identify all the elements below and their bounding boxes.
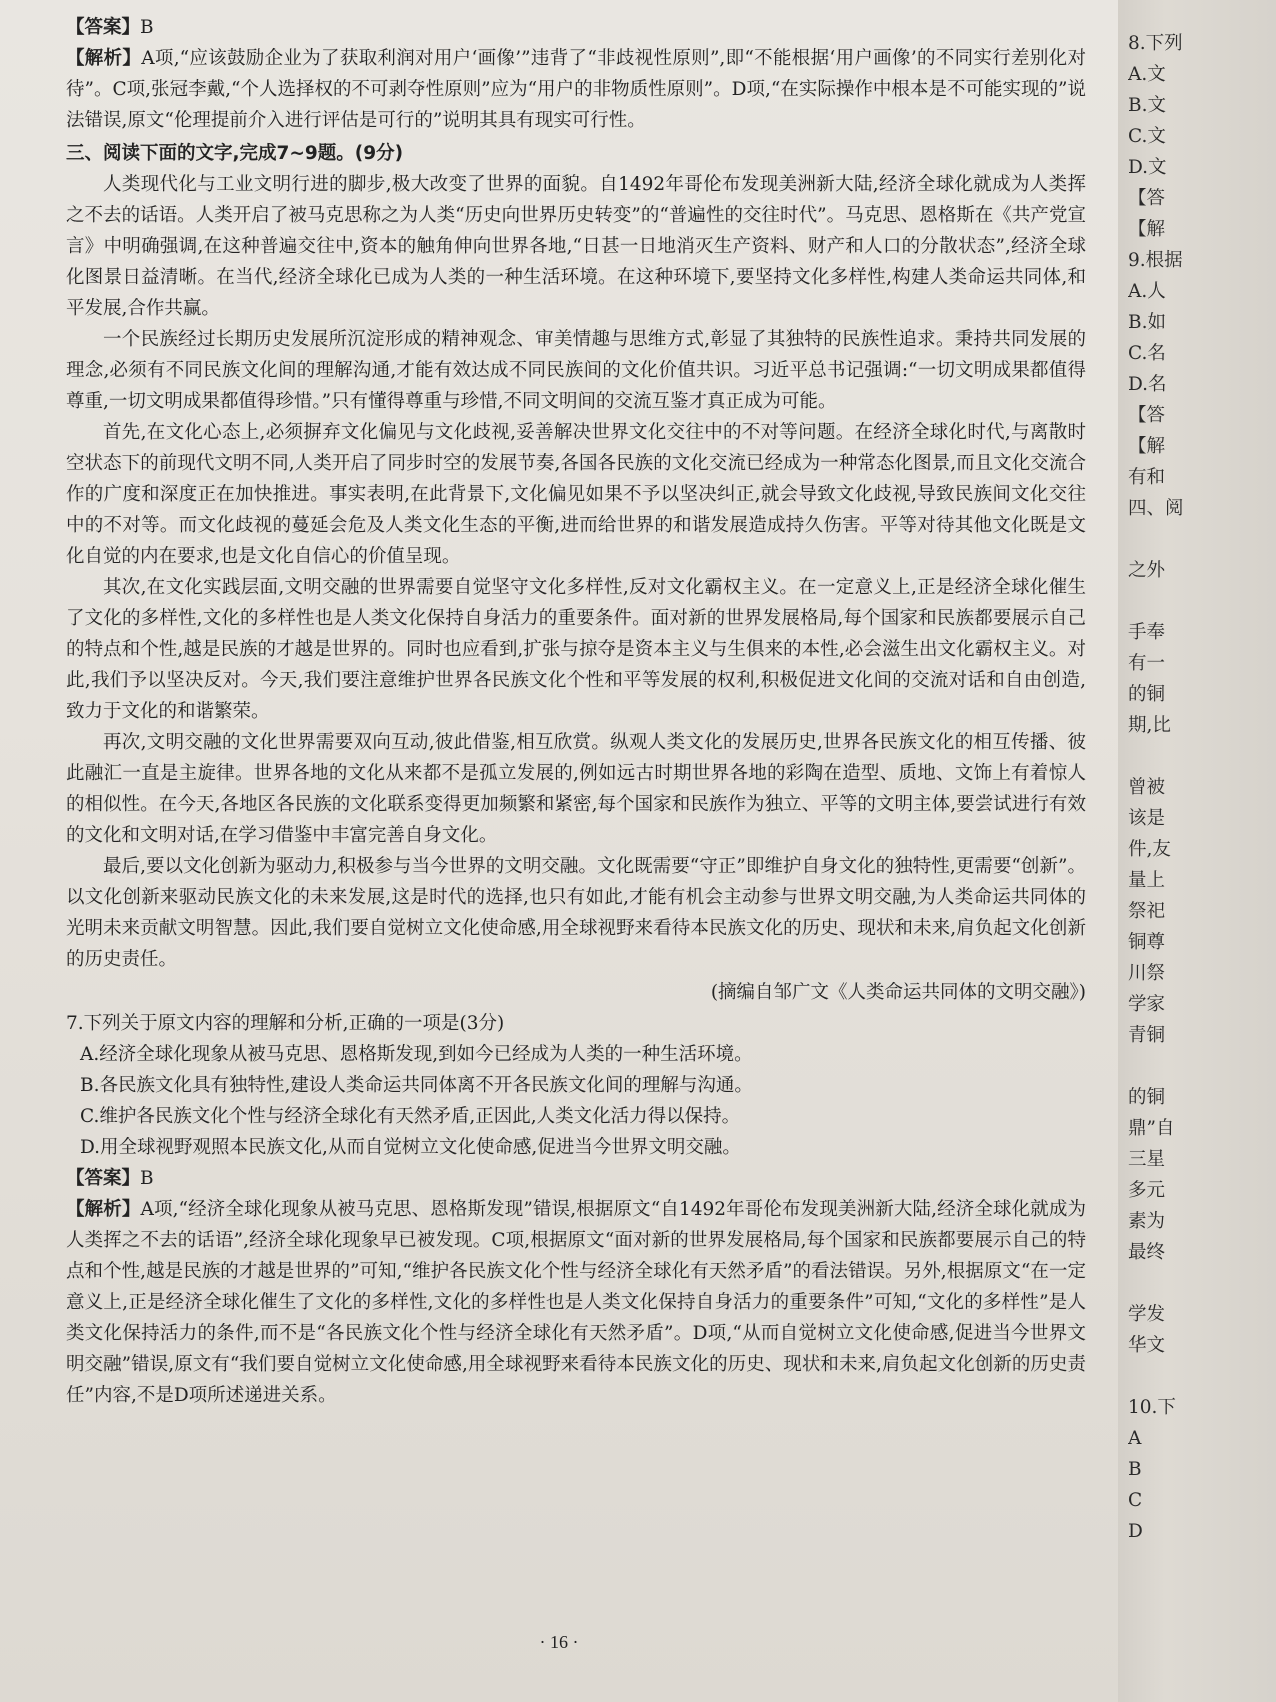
next-page-fragment — [1128, 1268, 1276, 1299]
next-page-fragment: 【答 — [1128, 405, 1166, 426]
next-page-fragment: 的铜 — [1128, 1087, 1166, 1108]
page-content — [66, 12, 1086, 1411]
answer-value: B — [140, 1168, 154, 1189]
next-page-fragment: 【答 — [1128, 188, 1166, 209]
next-page-fragment: 最终 — [1128, 1242, 1166, 1263]
option-a: A.经济全球化现象从被马克思、恩格斯发现,到如今已经成为人类的一种生活环境。 — [80, 1044, 753, 1065]
passage-paragraph: 最后,要以文化创新为驱动力,积极参与当今世界的文明交融。文化既需要“守正”即维护自身文化的独特性,更需要“创新”。以文化创新来驱动民族文化的未来发展,这是时代的选择,也只有如此,才能有机会主动参与世界文明交融,为人类命运共同体的光明未来贡献文明智慧。因此,我们要自觉树立文化使命感,用全球视野来看待本民族文化的历史、现状和未来,肩负起文化创新的历史责任。 — [66, 856, 1086, 970]
passage-paragraph: 其次,在文化实践层面,文明交融的世界需要自觉坚守文化多样性,反对文化霸权主义。在一定意义上,正是经济全球化催生了文化的多样性,文化的多样性也是人类文化保持自身活力的重要条件。面对新的世界发展格局,每个国家和民族都要展示自己的特点和个性,越是民族的才越是世界的。同时也应看到,扩张与掠夺是资本主义与生俱来的本性,必会滋生出文化霸权主义。对此,我们予以坚决反对。今天,我们要注意维护世界各民族文化个性和平等发展的权利,积极促进文化间的交流对话和自由创造,致力于文化的和谐繁荣。 — [66, 577, 1086, 722]
q7-analysis — [66, 1194, 1086, 1411]
next-page-fragment: 祭祀 — [1128, 901, 1166, 922]
next-page-fragment: 【解 — [1128, 436, 1166, 457]
next-page-fragment: 的铜 — [1128, 684, 1166, 705]
analysis-text: A项,“经济全球化现象从被马克思、恩格斯发现”错误,根据原文“自1492年哥伦布发现美洲新大陆,经济全球化就成为人类挥之不去的话语”,经济全球化现象早已被发现。C项,根据原文“面对新的世界发展格局,每个国家和民族都要展示自己的特点和个性,越是民族的才越是世界的”可知,“维护各民族文化个性与经济全球化有天然矛盾”的看法错误。另外,根据原文“在一定意义上,正是经济全球化催生了文化的多样性,文化的多样性也是人类文化保持自身活力的重要条件”可知,“文化的多样性”是人类文化保持活力的条件,而不是“各民族文化个性与经济全球化有天然矛盾”。D项,“从而自觉树立文化使命感,促进当今世界文明交融”错误,原文有“我们要自觉树立文化使命感,用全球视野来看待本民族文化的历史、现状和未来,肩负起文化创新的历史责任”内容,不是D项所述递进关系。 — [66, 1199, 1086, 1406]
option-c: C.维护各民族文化个性与经济全球化有天然矛盾,正因此,人类文化活力得以保持。 — [80, 1106, 741, 1127]
next-page-fragment: 之外 — [1128, 560, 1166, 581]
next-page-fragment: C — [1128, 1490, 1143, 1511]
next-page-fragment: 三星 — [1128, 1149, 1166, 1170]
next-page-fragment: A.人 — [1128, 281, 1166, 302]
next-page-fragment: A.文 — [1128, 64, 1166, 85]
prev-analysis — [66, 43, 1086, 136]
q7-answer-line — [66, 1163, 1086, 1194]
answer-tag: 【答案】 — [66, 17, 141, 38]
next-page-fragment: 铜尊 — [1128, 932, 1166, 953]
next-page-fragment: 10.下 — [1128, 1397, 1176, 1418]
passage-source: (摘编自邹广文《人类命运共同体的文明交融》) — [710, 982, 1086, 1003]
next-page-fragment: 该是 — [1128, 808, 1166, 829]
next-page-fragment: 华文 — [1128, 1335, 1166, 1356]
section-heading: 三、阅读下面的文字,完成7~9题。(9分) — [66, 143, 404, 164]
next-page-fragment: B.如 — [1128, 312, 1166, 333]
passage-paragraph: 首先,在文化心态上,必须摒弃文化偏见与文化歧视,妥善解决世界文化交往中的不对等问题。在经济全球化时代,与离散时空状态下的前现代文明不同,人类开启了同步时空的发展节奏,各国各民族的文化交流已经成为一种常态化图景,而且文化交流合作的广度和深度正在加快推进。事实表明,在此背景下,文化偏见如果不予以坚决纠正,就会导致文化歧视,导致民族间文化交往中的不对等。而文化歧视的蔓延会危及人类文化生态的平衡,进而给世界的和谐发展造成持久伤害。平等对待其他文化既是文化自觉的内在要求,也是文化自信心的价值呈现。 — [66, 422, 1086, 567]
next-page-fragment: 有和 — [1128, 467, 1166, 488]
next-page-fragment: D — [1128, 1521, 1143, 1542]
next-page-fragment: 【解 — [1128, 219, 1166, 240]
option-b: B.各民族文化具有独特性,建设人类命运共同体离不开各民族文化间的理解与沟通。 — [80, 1075, 753, 1096]
prev-answer-line — [66, 12, 1086, 43]
next-page-fragment: 9.根据 — [1128, 250, 1183, 271]
next-page-fragment: 手奉 — [1128, 622, 1166, 643]
next-page-fragment: 8.下列 — [1128, 33, 1183, 54]
next-page-fragment: D.文 — [1128, 157, 1167, 178]
next-page-fragment: 学家 — [1128, 994, 1166, 1015]
answer-tag: 【答案】 — [66, 1168, 141, 1189]
next-page-fragment — [1128, 1051, 1276, 1082]
next-page-fragments — [1128, 28, 1276, 1547]
next-page-fragment — [1128, 1361, 1276, 1392]
analysis-tag: 【解析】 — [66, 1199, 141, 1220]
next-page-fragment — [1128, 524, 1276, 555]
next-page-fragment: 多元 — [1128, 1180, 1166, 1201]
analysis-text: A项,“应该鼓励企业为了获取利润对用户‘画像’”违背了“非歧视性原则”,即“不能根据‘用户画像’的不同实行差别化对待”。C项,张冠李戴,“个人选择权的不可剥夺性原则”应为“用户的非物质性原则”。D项,“在实际操作中根本是不可能实现的”说法错误,原文“伦理提前介入进行评估是可行的”说明其具有现实可行性。 — [66, 48, 1086, 131]
next-page-fragment: 四、阅 — [1128, 498, 1184, 519]
next-page-fragment: 曾被 — [1128, 777, 1166, 798]
next-page-fragment: 量上 — [1128, 870, 1166, 891]
next-page-fragment: B — [1128, 1459, 1142, 1480]
passage-paragraph: 一个民族经过长期历史发展所沉淀形成的精神观念、审美情趣与思维方式,彰显了其独特的民族性追求。秉持共同发展的理念,必须有不同民族文化间的理解沟通,才能有效达成不同民族间的文化价值共识。习近平总书记强调:“一切文明成果都值得尊重,一切文明成果都值得珍惜。”只有懂得尊重与珍惜,不同文明间的交流互鉴才真正成为可能。 — [66, 329, 1086, 412]
next-page-fragment — [1128, 586, 1276, 617]
next-page-fragment: 川祭 — [1128, 963, 1166, 984]
passage-paragraph: 再次,文明交融的文化世界需要双向互动,彼此借鉴,相互欣赏。纵观人类文化的发展历史,世界各民族文化的相互传播、彼此融汇一直是主旋律。世界各地的文化从来都不是孤立发展的,例如远古时期世界各地的彩陶在造型、质地、文饰上有着惊人的相似性。在今天,各地区各民族的文化联系变得更加频繁和紧密,每个国家和民族作为独立、平等的文明主体,要尝试进行有效的文化和文明对话,在学习借鉴中丰富完善自身文化。 — [66, 732, 1086, 846]
next-page-fragment: C.文 — [1128, 126, 1166, 147]
next-page-fragment — [1128, 741, 1276, 772]
passage-paragraph: 人类现代化与工业文明行进的脚步,极大改变了世界的面貌。自1492年哥伦布发现美洲新大陆,经济全球化就成为人类挥之不去的话语。人类开启了被马克思称之为人类“历史向世界历史转变”的“普遍性的交往时代”。马克思、恩格斯在《共产党宣言》中明确强调,在这种普遍交往中,资本的触角伸向世界各地,“日甚一日地消灭生产资料、财产和人口的分散状态”,经济全球化图景日益清晰。在当代,经济全球化已成为人类的一种生活环境。在这种环境下,要坚持文化多样性,构建人类命运共同体,和平发展,合作共赢。 — [66, 174, 1086, 319]
next-page-fragment: 素为 — [1128, 1211, 1166, 1232]
analysis-tag: 【解析】 — [66, 48, 142, 69]
next-page-fragment: A — [1128, 1428, 1142, 1449]
next-page-fragment: C.名 — [1128, 343, 1166, 364]
next-page-fragment: 鼎”自 — [1128, 1118, 1175, 1139]
option-d: D.用全球视野观照本民族文化,从而自觉树立文化使命感,促进当今世界文明交融。 — [80, 1137, 741, 1158]
next-page-fragment: 期,比 — [1128, 715, 1171, 736]
answer-value: B — [140, 17, 154, 38]
next-page-fragment: 青铜 — [1128, 1025, 1166, 1046]
next-page-fragment: 有一 — [1128, 653, 1166, 674]
next-page-fragment: 学发 — [1128, 1304, 1166, 1325]
next-page-fragment: 件,友 — [1128, 839, 1171, 860]
next-page-fragment: B.文 — [1128, 95, 1166, 116]
question-7-stem: 7.下列关于原文内容的理解和分析,正确的一项是(3分) — [66, 1013, 505, 1034]
page-number: · 16 · — [539, 1632, 579, 1652]
next-page-fragment: D.名 — [1128, 374, 1167, 395]
